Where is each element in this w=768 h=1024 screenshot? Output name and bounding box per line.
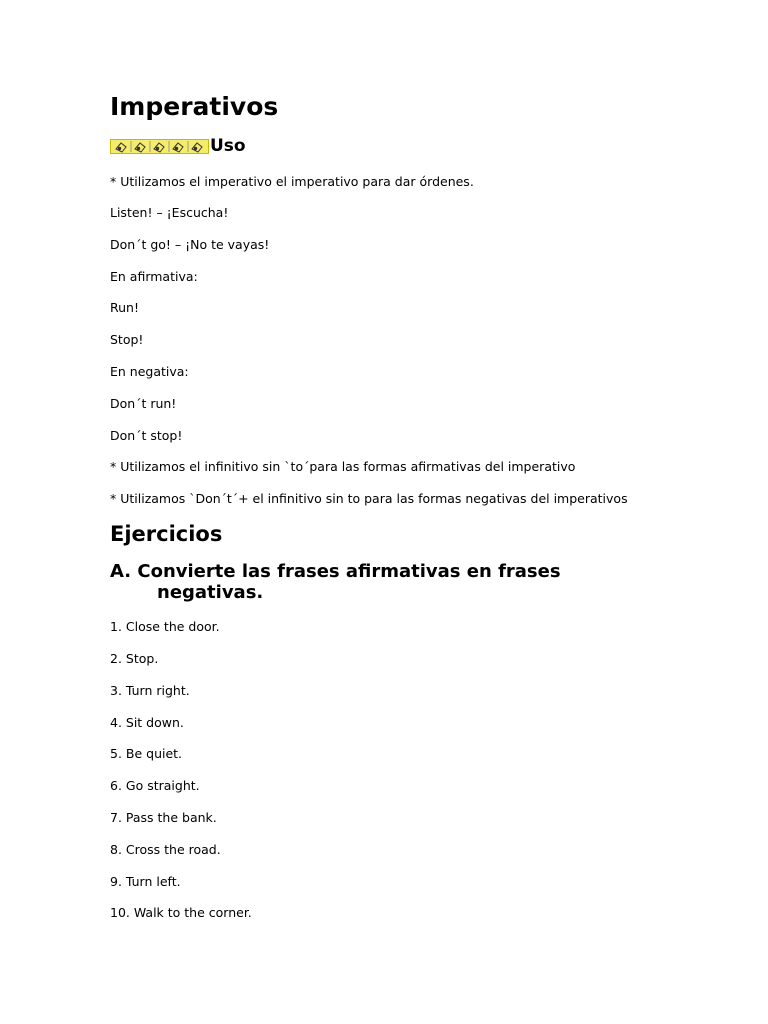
text-line: Stop! (110, 332, 144, 347)
text-line: En negativa: (110, 364, 189, 379)
text-line: En afirmativa: (110, 269, 198, 284)
tag-strip-icon (110, 139, 209, 154)
text-line: * Utilizamos el imperativo el imperativo para dar órdenes. (110, 174, 474, 189)
list-item: 10. Walk to the corner. (110, 905, 252, 920)
text-line: Listen! – ¡Escucha! (110, 205, 229, 220)
list-item: 1. Close the door. (110, 619, 220, 634)
page-title: Imperativos (110, 92, 279, 121)
list-item: 4. Sit down. (110, 715, 184, 730)
text-line: Don´t run! (110, 396, 177, 411)
list-item: 5. Be quiet. (110, 746, 183, 761)
uso-heading (110, 135, 246, 157)
list-item: 3. Turn right. (110, 683, 190, 698)
uso-label: Uso (210, 136, 246, 156)
exercise-heading-line: A. Convierte las frases afirmativas en frases (110, 561, 561, 582)
list-item: 2. Stop. (110, 651, 159, 666)
text-line: Run! (110, 300, 139, 315)
section-title: Ejercicios (110, 522, 223, 546)
list-item: 9. Turn left. (110, 874, 181, 889)
text-line: Don´t stop! (110, 428, 183, 443)
list-item: 7. Pass the bank. (110, 810, 217, 825)
list-item: 6. Go straight. (110, 778, 200, 793)
exercise-heading-line: negativas. (157, 582, 264, 603)
list-item: 8. Cross the road. (110, 842, 221, 857)
text-line: * Utilizamos el infinitivo sin `to´para las formas afirmativas del imperativo (110, 459, 576, 474)
text-line: Don´t go! – ¡No te vayas! (110, 237, 270, 252)
text-line: * Utilizamos `Don´t´+ el infinitivo sin to para las formas negativas del imperativos (110, 491, 628, 506)
exercise-heading (110, 561, 561, 603)
